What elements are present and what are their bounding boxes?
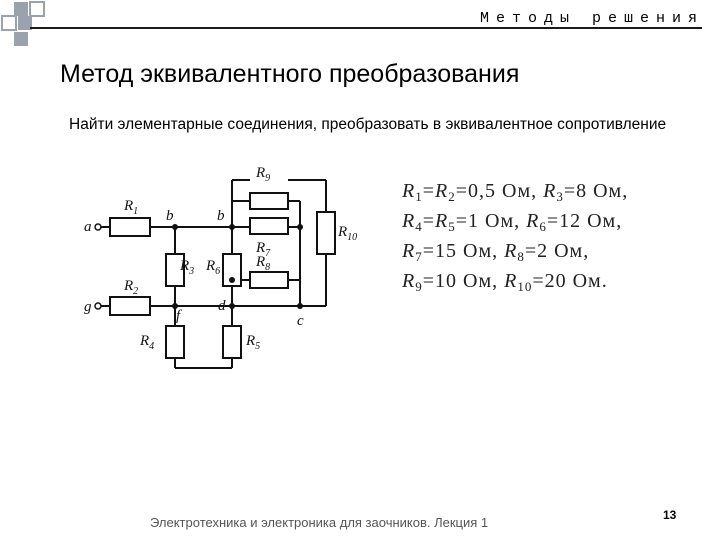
header-rule bbox=[30, 27, 702, 29]
label-r6: $R_6$ bbox=[206, 258, 221, 277]
resistor-r8 bbox=[250, 272, 288, 288]
node-f: f bbox=[176, 308, 181, 324]
label-r7: $R_7$ bbox=[256, 240, 271, 259]
resistor-r5 bbox=[223, 326, 241, 358]
slide-title: Метод эквивалентного преобразования bbox=[60, 60, 520, 88]
node-b-right: b bbox=[217, 208, 225, 224]
node-b-left: b bbox=[166, 208, 174, 224]
node-a: a bbox=[84, 219, 92, 235]
node-c: c bbox=[297, 313, 304, 329]
label-r8: $R_8$ bbox=[256, 254, 271, 273]
page-number: 13 bbox=[663, 508, 677, 522]
values-line-3: $R_7=15$ Ом, $R_8=2$ Ом, bbox=[402, 240, 590, 264]
task-text: Найти элементарные соединения, преобразовать в эквивалентное сопротивление bbox=[69, 116, 667, 133]
label-r2: $R_2$ bbox=[124, 278, 139, 297]
resistor-r4 bbox=[166, 326, 184, 358]
values-line-4: $R_9=10$ Ом, $R_{10}=20$ Ом. bbox=[402, 270, 608, 294]
node-g: g bbox=[84, 299, 92, 315]
label-r3: $R_3$ bbox=[180, 258, 195, 277]
node-d: d bbox=[218, 298, 226, 314]
resistor-r9 bbox=[250, 193, 288, 209]
resistor-r2 bbox=[110, 297, 150, 315]
section-header: Методы решения bbox=[479, 10, 704, 27]
resistor-r10 bbox=[317, 212, 335, 254]
resistor-r7 bbox=[250, 218, 288, 234]
values-line-2: $R_4=R_5=1$ Ом, $R_6=12$ Ом, bbox=[402, 210, 623, 234]
label-r4: $R_4$ bbox=[140, 333, 155, 352]
label-r5: $R_5$ bbox=[246, 333, 261, 352]
label-r10: $R_{10}$ bbox=[338, 224, 358, 243]
label-r9: $R_9$ bbox=[256, 165, 271, 184]
footer-course: Электротехника и электроника для заочников. Лекция 1 bbox=[150, 515, 489, 530]
resistor-r1 bbox=[110, 218, 150, 236]
label-r1: $R_1$ bbox=[124, 198, 139, 217]
circuit-diagram bbox=[80, 160, 370, 400]
values-line-1: $R_1=R_2=0,5$ Ом, $R_3=8$ Ом, bbox=[402, 180, 629, 204]
